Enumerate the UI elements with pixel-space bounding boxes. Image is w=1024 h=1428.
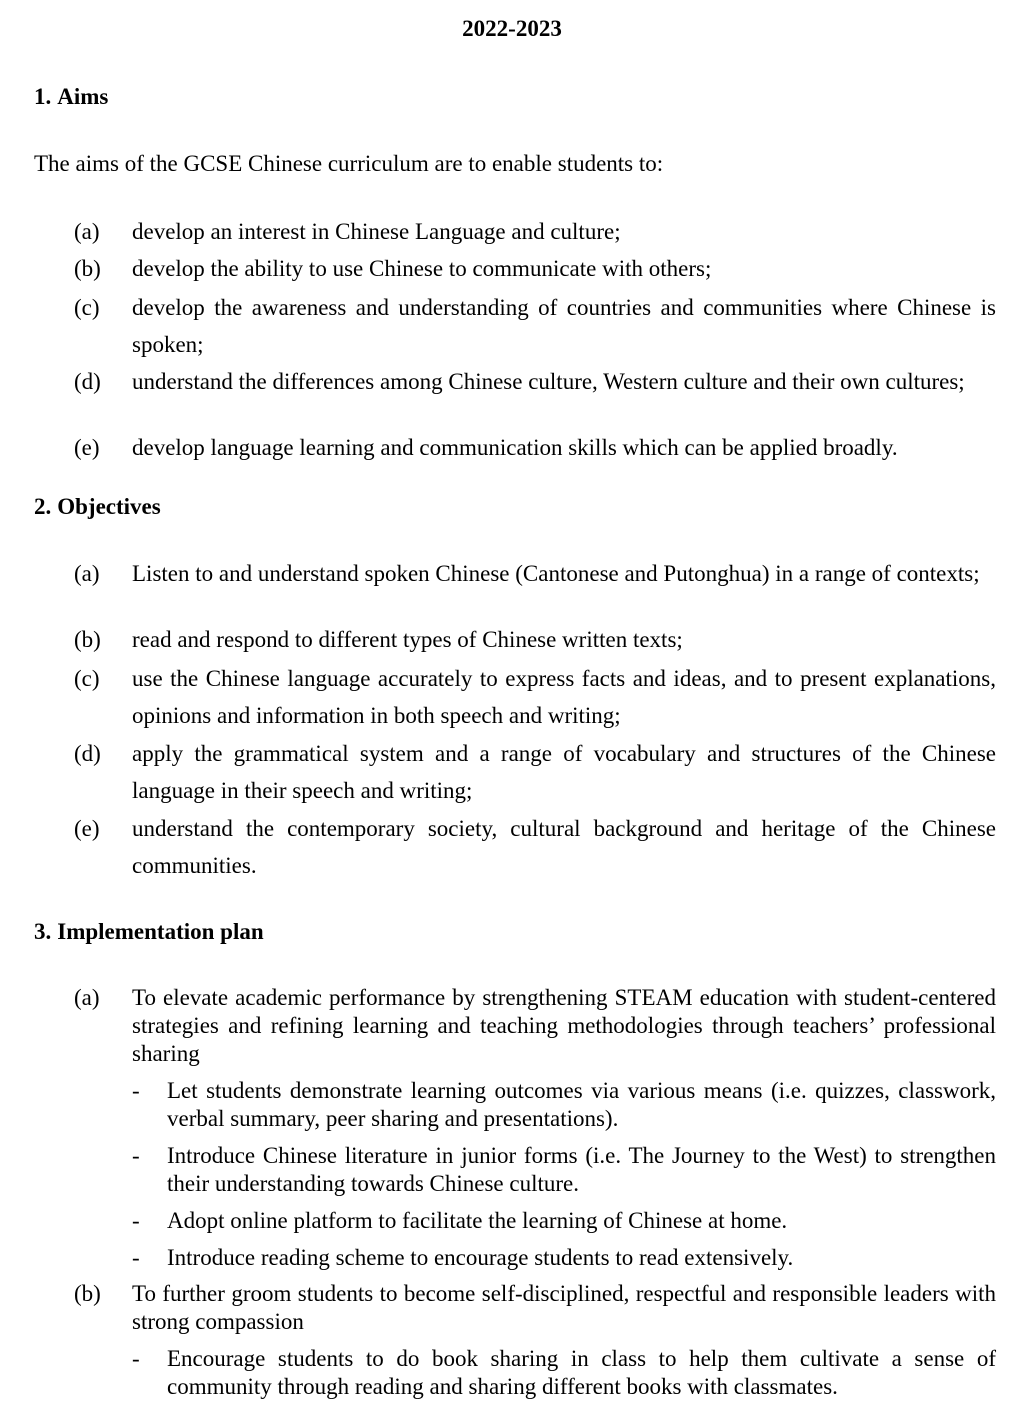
item-label: (b) (74, 627, 101, 652)
item-text: develop the awareness and understanding of countries and communities where Chinese is spoken; (132, 295, 996, 357)
subitem-text: Introduce reading scheme to encourage students to read extensively. (167, 1245, 794, 1270)
bullet-dash: - (132, 1078, 140, 1103)
item-text: To further groom students to become self-disciplined, respectful and responsible leaders with strong compassion (132, 1281, 996, 1334)
section-number: 3. (34, 919, 52, 944)
bullet-dash: - (132, 1245, 140, 1270)
implementation-a-subitem-3 (132, 1207, 996, 1235)
item-text: read and respond to different types of Chinese written texts; (132, 627, 683, 652)
item-text: develop an interest in Chinese Language and culture; (132, 219, 621, 244)
item-text: understand the contemporary society, cultural background and heritage of the Chinese communities. (132, 816, 996, 878)
item-text: understand the differences among Chinese culture, Western culture and their own cultures; (132, 369, 965, 394)
objectives-item-a (74, 560, 996, 588)
item-label: (c) (74, 666, 100, 691)
subitem-text: Introduce Chinese literature in junior forms (i.e. The Journey to the West) to strengthen their understanding towards Chinese culture. (167, 1143, 996, 1196)
aims-item-c (74, 289, 996, 363)
item-text: apply the grammatical system and a range of vocabulary and structures of the Chinese language in their speech and writing; (132, 741, 996, 803)
item-label: (d) (74, 741, 101, 766)
bullet-dash: - (132, 1346, 140, 1371)
implementation-b-subitem-1 (132, 1345, 996, 1401)
item-label: (b) (74, 1281, 101, 1306)
section-title: Implementation plan (57, 919, 264, 944)
item-text: develop language learning and communication skills which can be applied broadly. (132, 435, 898, 460)
section-heading-aims (34, 84, 108, 110)
item-label: (c) (74, 295, 100, 320)
section-heading-objectives (34, 494, 161, 520)
document-year-title: 2022-2023 (462, 16, 562, 41)
item-label: (a) (74, 561, 100, 586)
item-label: (b) (74, 256, 101, 281)
item-label: (e) (74, 435, 100, 460)
section-title: Objectives (57, 494, 161, 519)
subitem-text: Let students demonstrate learning outcomes via various means (i.e. quizzes, classwork, verbal summary, peer sharing and presentations). (167, 1078, 996, 1131)
objectives-item-c (74, 660, 996, 734)
objectives-item-d (74, 735, 996, 809)
implementation-item-a (74, 984, 996, 1068)
item-label: (a) (74, 219, 100, 244)
objectives-item-b (74, 626, 996, 654)
item-label: (e) (74, 816, 100, 841)
item-label: (d) (74, 369, 101, 394)
subitem-text: Encourage students to do book sharing in class to help them cultivate a sense of community through reading and sharing different books with classmates. (167, 1346, 996, 1399)
section-number: 1. (34, 84, 52, 109)
objectives-item-e (74, 810, 996, 884)
implementation-a-subitem-4 (132, 1244, 996, 1272)
bullet-dash: - (132, 1208, 140, 1233)
implementation-a-subitem-2 (132, 1142, 996, 1198)
section-number: 2. (34, 494, 52, 519)
implementation-item-b (74, 1280, 996, 1336)
item-text: use the Chinese language accurately to express facts and ideas, and to present explanations, opinions and information in both speech and writing; (132, 666, 996, 728)
item-text: Listen to and understand spoken Chinese (Cantonese and Putonghua) in a range of contexts; (132, 561, 980, 586)
aims-item-b (74, 255, 996, 283)
section-heading-implementation-plan (34, 919, 264, 945)
aims-item-e (74, 434, 996, 462)
aims-item-d (74, 368, 996, 396)
item-text: develop the ability to use Chinese to communicate with others; (132, 256, 712, 281)
implementation-a-subitem-1 (132, 1077, 996, 1133)
item-label: (a) (74, 985, 100, 1010)
section-title: Aims (57, 84, 109, 109)
subitem-text: Adopt online platform to facilitate the learning of Chinese at home. (167, 1208, 788, 1233)
item-text: To elevate academic performance by strengthening STEAM education with student-centered strategies and refining learning and teaching methodologies through teachers’ professional sharing (132, 985, 996, 1066)
aims-item-a (74, 218, 996, 246)
bullet-dash: - (132, 1143, 140, 1168)
aims-intro: The aims of the GCSE Chinese curriculum are to enable students to: (34, 151, 664, 176)
